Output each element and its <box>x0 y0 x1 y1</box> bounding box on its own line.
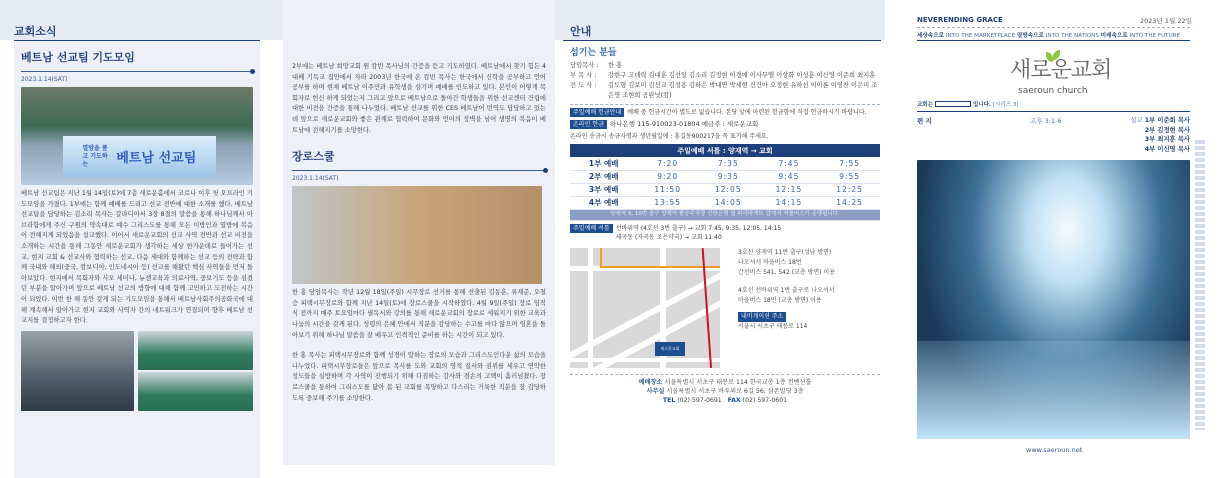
shuttle-2: 주일예배 셔틀 선바위역 (4호선 3번 출구) → 교회 7:45, 9:35, 12:05, 14:15 세곡동 (자곡동 조은약국) → 교회 11:40 <box>570 224 880 242</box>
notice-online: 온라인 헌금 하나은행 115-910023-01804 예금주 : 새로운교회 <box>570 120 880 129</box>
tagline: 세상속으로 INTO THE MARKETPLACE 열방속으로 INTO THE NATIONS 미래속으로 INTO THE FUTURE <box>917 33 1181 39</box>
divider <box>917 40 1190 41</box>
divider <box>917 27 1190 28</box>
table-row: 2부 예배 9:20 9:35 9:45 9:55 <box>570 170 880 183</box>
shuttle-table <box>570 144 880 221</box>
guide-section-title: 안내 <box>570 25 592 38</box>
directions: 3호선 양재역 11번 출구(성남 방면) 나오셔서 마을버스 18번 간선버스 541, 542 (교총 방면) 이용 4호선 선바위역 1번 출구로 나오셔서 마을버스 18번 (교총 방면) 이용 내비게이션 주소 서울시 서초구 태봉로 114 <box>738 248 835 330</box>
logo-english: saeroun church <box>1018 86 1088 96</box>
article-card <box>14 41 260 478</box>
brand: NEVERENDING GRACE <box>917 16 1003 24</box>
photo-row <box>21 331 253 411</box>
nav-tag: 내비게이션 주소 <box>738 312 786 322</box>
divider <box>570 104 880 105</box>
online-note: 온라인 송금시 송금자명과 생년월일에 : 홍길동900217을 꼭 표기해 주세요. <box>570 133 769 140</box>
article-card-2 <box>283 0 555 465</box>
news-section-title: 교회소식 <box>14 25 57 38</box>
divider <box>570 374 880 375</box>
preachers: 설교 1부 이준희 목사 2부 김정현 목사 3부 최지훈 목사 4부 이신영 목사 <box>1130 117 1190 153</box>
article-body: 한 홍 담임목사는 작년 12월 18일(주일) 시무장로 선거를 통해 선출된 김동훈, 류재준, 오철승 피택시무장로와 함께 지난 14일(토)에 장로스쿨을 시작하였다. 4월 9일(주일) 장로 임직식 전까지 매주 토요일마다 필독서와 강의를 통해 새로운교회의 장로로 세워지기 위한 교육과 나눔의 시간을 갖게 된다. 성령의 은혜 안에서 직분을 감당하는 수고를 마다 않으며 영혼을 돌아보기 위해 하나님 말씀을 잘 배우고 인격적인 준비를 하는 시간이 되고 있다. <box>292 289 546 339</box>
article-date: 2023.1.14(SAT) <box>292 175 339 183</box>
winter-forest-photo <box>917 160 1190 439</box>
servants-list: 담임목사 : 한 홍 부 목 사 : 강현구 고데릭 김대훈 김선일 김소리 김정현 이경애 이사무엘 이상화 이성훈 이신영 이준희 최지훈 전 도 사 : 김도형 김보미 김선교 김성용 김하은 박대연 박세현 신건아 오정현 유하선 이아론 이영찬 이은미 조은영 조현희 공완넛(캄) <box>570 62 878 99</box>
meeting-photo <box>292 186 542 284</box>
location-map[interactable] <box>570 248 720 368</box>
vertical-caption <box>1195 140 1205 430</box>
series-line: 교회는 입니다. [시리즈 3] <box>917 102 1019 108</box>
bulletin-date: 2023년 1월 22일 <box>1140 17 1192 25</box>
table-row: 3부 예배 11:50 12:05 12:15 12:25 <box>570 183 880 196</box>
article-date: 2023.1.14(SAT) <box>21 76 68 83</box>
group-photo <box>21 87 253 185</box>
notice-offering: 주일예배 헌금안내 예배 중 헌금시간이 별도로 없습니다. 본당 앞에 마련된 헌금함에 직접 헌금하시기 바랍니다. <box>570 108 880 117</box>
article-title: 베트남 선교팀 기도모임 <box>21 51 135 64</box>
sermon-title: 편 지 <box>917 117 932 125</box>
divider <box>563 40 881 41</box>
photo-banner: 열방을 품고 기도하는 베트남 선교팀 <box>63 136 216 177</box>
article-body: 베트남 선교팀은 지난 1월 14일(토)에 7층 새로운홀에서 코로나 이후 첫 오프라인 기도모임을 가졌다. 1부에는 함께 예배를 드리고 선교 전반에 대한 소개를 했다. 베트남 선교팀을 담당하는 김소리 목사는 갈라디아서 3장 8절의 말씀을 통해 하나님께서 아브라함에게 주신 구원의 약속대로 예수 그리스도를 통해 모든 이방인과 열방에 복음이 전해지게 되었음을 설교했다. 이어서 새로운교회의 선교 사역 전반과 선교 비전을 소개하는 시간을 통해 그동안 새로운교회가 생각하는 세상 한가운데로 들어가는 선교, 현지 교회 & 선교사와 협력하는 선교, 다음 세대와 함께하는 선교 등의 전략과 함께 국내와 해외(중국, 캄보디아, 인도네시아 등) 선교를 해왔던 핵심 사역들을 먼저 돌아보았다. 현지에서 목회자와 사모 세미나, 뉴젠교육과 의료사역, 중보기도 등을 섬겼던 부분을 알아가며 앞으로 베트남 선교의 방향에 대해 함께 고민하고 도전하는 시간이 되었다. 이번 한 해 동안 갖게 되는 기도모임을 통해서 베트남사회주의공화국에 대해 계속해서 알아가고 현지 교회와 사역자 간의 네트워크가 연결되며 향후 베트남 선교지를 결정하고자 한다. <box>21 190 253 325</box>
article-title: 장로스쿨 <box>292 150 335 164</box>
title-rule <box>292 170 546 171</box>
photo-room-2 <box>138 372 253 411</box>
shuttle-title: 주일예배 셔틀 : 양재역 → 교회 <box>570 144 880 157</box>
article-body: 한 홍 목사는 피택시무장로와 함께 성경이 말하는 장로의 모습과 그리스도인다운 삶의 모습을 나누었다. 피택시무장로들은 앞으로 목사를 도와 교회의 영적 질서와 권위를 세우고 연약한 성도들을 심방하며 각 사역이 진행되기 위해 다짐하는 감사와 겸손의 고백이 흘러넘쳤다. 장로스쿨을 통하여 그리스도를 닮아 몸 된 교회를 목양하고 다스리는 거룩한 직분을 잘 감당하도록 중보해 주기를 소망한다. <box>292 352 546 402</box>
map-church-marker: 새로운교회 <box>655 342 685 356</box>
article-body-2: 2부에는 베트남 희망교회 원 캄빈 목사님의 간증을 듣고 기도하였다. 베트남에서 찾기 힘든 4대째 기독교 집안에서 자라 2003년 한국에 온 캄빈 목사는 한국에서 신학을 공부하고 언어 공부를 하며 현재 베트남 이주민과 유학생을 섬기며 예배를 인도하고 있다. 본인이 어떻게 목회자로 헌신 하게 되었는지 그리고 앞으로 베트남으로 돌아간 학생들을 위한 선교센터 건립에 대한 비전을 간증을 통해 나누었다. 베트남 선교를 위한 CES 베트남어 번역도 담당하고 있는데 앞으로 새로운교회와 좋은 관계로 협력하여 문화와 언어의 장벽을 넘어 생명의 복음이 베트남에 전해지기를 소망한다. <box>292 63 546 134</box>
divider <box>917 111 1190 112</box>
website-link[interactable]: www.saeroun.net <box>1026 446 1083 454</box>
map-row <box>570 248 880 368</box>
scripture: 고후 3:1-6 <box>1030 117 1062 125</box>
nav-address: 서울시 서초구 태봉로 114 <box>738 322 808 330</box>
shuttle-footnote: 양재역 9, 10번 출구 양재역 환승주차장 신한은행 옆 파리바게뜨 앞에서 셔틀버스가 운행됩니다. <box>570 209 880 220</box>
photo-speaker <box>21 331 134 411</box>
table-row: 4부 예배 13:55 14:05 14:15 14:25 <box>570 196 880 209</box>
contact-footer: 예배장소 서울특별시 서초구 태봉로 114 한국교총 1층 컨벤션홀 사무실 서울특별시 서초구 바우뫼로 6길 56, 삼존빌딩 3층 TEL (02) 597-0691 FAX (02) 597-0601 <box>638 378 812 404</box>
title-rule <box>21 71 253 72</box>
servants-title: 섬기는 분들 <box>570 48 617 58</box>
table-row: 1부 예배 7:20 7:35 7:45 7:55 <box>570 157 880 170</box>
logo-korean: 새로운교회 <box>1010 58 1112 83</box>
guide-content <box>570 45 880 405</box>
photo-room <box>138 331 253 370</box>
